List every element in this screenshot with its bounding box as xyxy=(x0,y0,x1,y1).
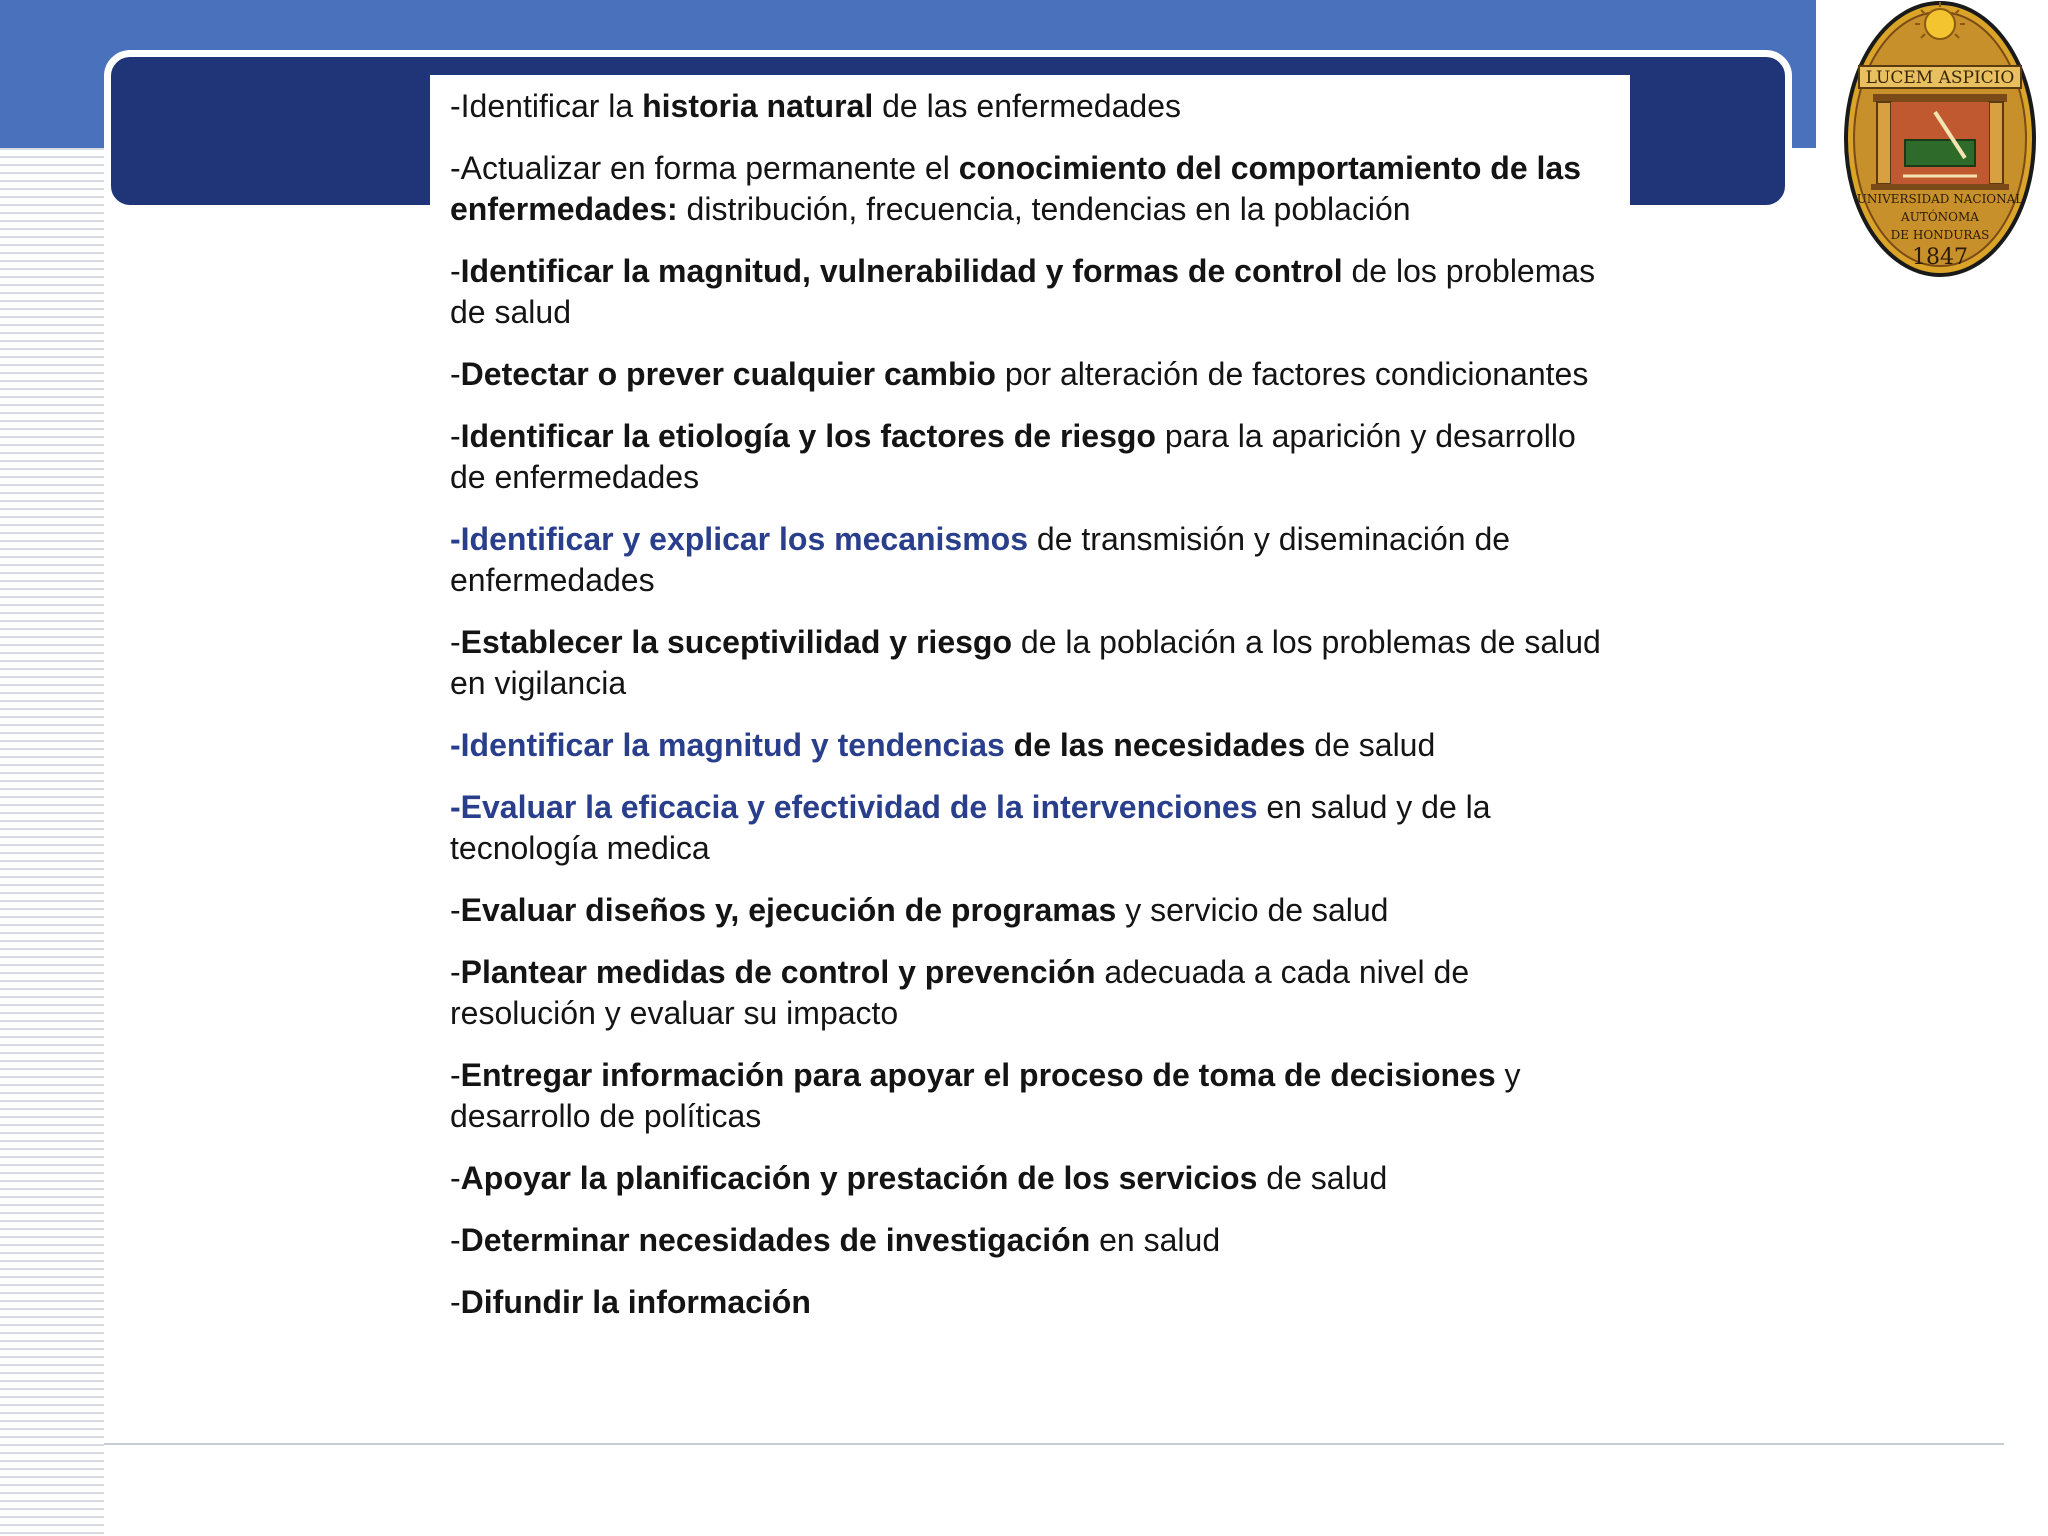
seal-line-1: UNIVERSIDAD NACIONAL xyxy=(1856,192,2024,206)
list-item xyxy=(450,725,1620,766)
text-segment: - xyxy=(450,624,461,660)
list-item xyxy=(450,952,1620,1034)
text-segment: Determinar necesidades de investigación xyxy=(460,1222,1091,1258)
text-segment: - xyxy=(450,727,461,763)
objectives-list xyxy=(450,86,1620,1344)
text-segment: Evaluar la eficacia y efectividad de la intervenciones xyxy=(460,789,1258,825)
list-item xyxy=(450,787,1620,869)
seal-year: 1847 xyxy=(1912,245,1968,270)
text-segment: - xyxy=(450,789,461,825)
list-item xyxy=(450,622,1620,704)
seal-line-2: AUTÓNOMA xyxy=(1901,210,1979,224)
text-segment: Identificar la etiología y los factores de riesgo xyxy=(460,418,1156,454)
text-segment: Difundir la información xyxy=(460,1284,811,1320)
text-segment: - xyxy=(450,1284,461,1320)
list-item xyxy=(450,354,1620,395)
text-segment: -Identificar la xyxy=(450,88,643,124)
text-segment: Identificar la magnitud, vulnerabilidad y formas de control xyxy=(460,253,1343,289)
list-item xyxy=(450,519,1620,601)
text-segment: adecuada a cada nivel de resolución y evaluar su impacto xyxy=(450,954,1470,1031)
text-segment: - xyxy=(450,1222,461,1258)
seal-motto: LUCEM ASPICIO xyxy=(1865,68,2015,88)
text-segment: de las enfermedades xyxy=(873,88,1181,124)
list-item xyxy=(450,1220,1620,1261)
list-item xyxy=(450,1158,1620,1199)
text-segment: por alteración de factores condicionantes xyxy=(995,356,1589,392)
text-segment: - xyxy=(450,356,461,392)
text-segment: de salud xyxy=(1305,727,1436,763)
text-segment: y servicio de salud xyxy=(1116,892,1389,928)
text-segment: Plantear medidas de control y prevención xyxy=(460,954,1096,990)
text-segment: - xyxy=(450,521,461,557)
list-item xyxy=(450,1282,1620,1323)
text-segment: Apoyar la planificación y prestación de los servicios xyxy=(460,1160,1258,1196)
text-segment: conocimiento del comportamiento de las enfermedades: xyxy=(450,150,1582,227)
text-segment: - xyxy=(450,1057,461,1093)
text-segment: Entregar información para apoyar el proceso de toma de decisiones xyxy=(460,1057,1496,1093)
text-segment: - xyxy=(450,418,461,454)
text-segment: en salud y de la tecnología medica xyxy=(450,789,1491,866)
university-seal xyxy=(1843,0,2037,278)
text-segment: distribución, frecuencia, tendencias en la población xyxy=(677,191,1411,227)
text-segment: de los problemas de salud xyxy=(450,253,1596,330)
text-segment: de las necesidades xyxy=(1004,727,1306,763)
text-segment: de la población a los problemas de salud en vigilancia xyxy=(450,624,1601,701)
text-segment: historia natural xyxy=(642,88,874,124)
list-item xyxy=(450,86,1620,127)
list-item xyxy=(450,416,1620,498)
text-segment: Establecer la suceptivilidad y riesgo xyxy=(460,624,1012,660)
text-segment: Identificar la magnitud y tendencias xyxy=(460,727,1005,763)
text-segment: Detectar o prever cualquier cambio xyxy=(460,356,996,392)
decorative-stripes xyxy=(0,148,104,1536)
seal-line-3: DE HONDURAS xyxy=(1890,228,1990,242)
footer-divider xyxy=(104,1443,2004,1445)
text-segment: de transmisión y diseminación de enfermedades xyxy=(450,521,1511,598)
text-segment: en salud xyxy=(1090,1222,1221,1258)
text-segment: Evaluar diseños y, ejecución de programas xyxy=(460,892,1117,928)
text-segment: para la aparición y desarrollo de enfermedades xyxy=(450,418,1576,495)
text-segment: - xyxy=(450,954,461,990)
text-segment: - xyxy=(450,892,461,928)
text-segment: - xyxy=(450,1160,461,1196)
text-segment: de salud xyxy=(1257,1160,1388,1196)
text-segment: Identificar y explicar los mecanismos xyxy=(460,521,1029,557)
list-item xyxy=(450,1055,1620,1137)
list-item xyxy=(450,251,1620,333)
text-segment: -Actualizar en forma permanente el xyxy=(450,150,959,186)
list-item xyxy=(450,890,1620,931)
list-item xyxy=(450,148,1620,230)
text-segment: - xyxy=(450,253,461,289)
temple-icon xyxy=(1871,94,2009,190)
text-segment: y desarrollo de políticas xyxy=(450,1057,1521,1134)
